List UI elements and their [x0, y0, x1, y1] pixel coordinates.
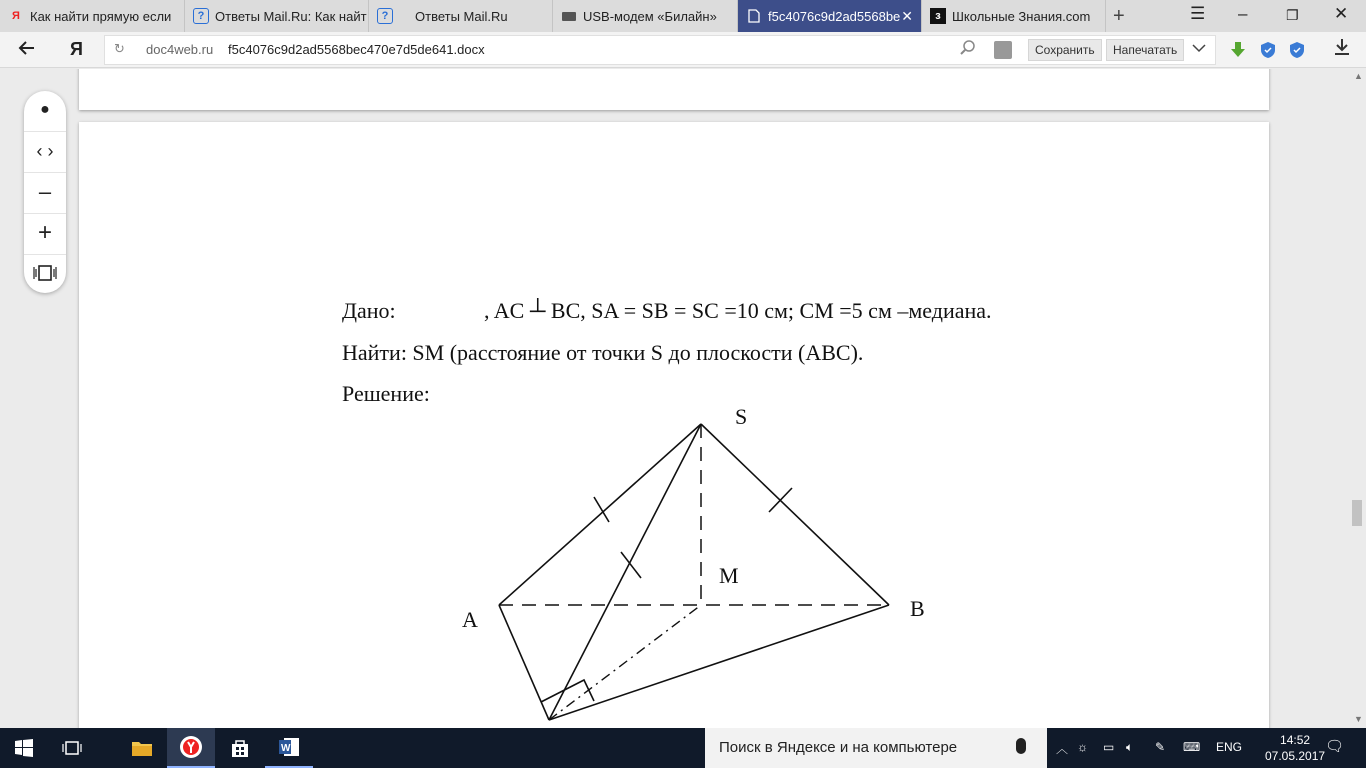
tab-label: Ответы Mail.Ru: Как найт [215, 8, 367, 24]
download-extension-icon[interactable] [1230, 41, 1246, 59]
page-nav-arrows-icon[interactable]: ‹ › [36, 141, 54, 161]
solution-heading: Решение: [342, 381, 430, 406]
start-button[interactable] [0, 728, 48, 768]
tab-yandex[interactable] [0, 0, 185, 32]
given-conditions: , AC ┴ BC, SA = SB = SC =10 см; CM =5 см –медиана. [484, 298, 992, 323]
pen-icon[interactable]: ✎ [1155, 740, 1166, 754]
store-icon[interactable] [216, 728, 264, 768]
tab-label: Ответы Mail.Ru [415, 8, 508, 24]
tab-label: Школьные Знания.com [952, 8, 1091, 24]
clock-time: 14:52 [1280, 733, 1311, 747]
keyboard-icon[interactable]: ⌨ [1183, 740, 1201, 754]
reload-icon[interactable]: ↻ [114, 41, 125, 56]
document-page [79, 122, 1269, 728]
chevron-down-icon[interactable] [1192, 40, 1206, 56]
protect-icon[interactable] [994, 41, 1012, 59]
point-label-M: M [719, 563, 739, 588]
url-path[interactable]: f5c4076c9d2ad5568bec470e7d5de641.docx [228, 42, 485, 57]
pyramid-figure [79, 122, 1269, 728]
yandex-icon: Я [12, 10, 20, 22]
taskbar-search-input[interactable]: Поиск в Яндексе и на компьютере [705, 728, 1047, 768]
print-button[interactable]: Напечатать [1106, 39, 1184, 61]
volume-icon[interactable]: 🔈︎ [1126, 740, 1134, 754]
question-icon: ? [193, 8, 209, 24]
scroll-up-icon[interactable]: ▲ [1354, 71, 1363, 81]
tab-label: USB-модем «Билайн» [583, 8, 717, 24]
restore-icon[interactable]: ❐ [1286, 7, 1299, 23]
clock[interactable] [1265, 732, 1325, 764]
windows-taskbar [0, 728, 1366, 768]
save-button[interactable]: Сохранить [1028, 39, 1102, 61]
close-window-icon[interactable]: ✕ [1334, 4, 1349, 23]
word-icon[interactable] [265, 728, 313, 768]
address-bar [0, 32, 1366, 68]
back-arrow-icon[interactable] [18, 39, 36, 62]
tab-mail-answers-2[interactable] [369, 0, 553, 32]
tab-strip [0, 0, 1366, 32]
tray-app-icon[interactable]: ☼ [1077, 740, 1088, 754]
scroll-down-icon[interactable]: ▼ [1354, 714, 1363, 724]
file-explorer-icon[interactable] [118, 728, 166, 768]
znanija-icon: з [930, 8, 946, 24]
tray-chevron-up-icon[interactable]: ︿ [1056, 742, 1069, 756]
vertex-label-A: A [462, 607, 478, 632]
downloads-icon[interactable] [1334, 38, 1350, 61]
tab-docx-active[interactable] [738, 0, 922, 32]
yandex-logo[interactable]: Я [70, 39, 83, 59]
network-icon[interactable]: ▭ [1103, 740, 1115, 754]
microphone-icon[interactable] [1016, 738, 1026, 754]
svg-text:W: W [281, 743, 291, 754]
tab-label: f5c4076c9d2ad5568be [768, 8, 901, 24]
notifications-icon[interactable]: 🗨︎ [1325, 738, 1345, 755]
vertex-label-B: B [910, 596, 925, 621]
menu-icon[interactable]: ☰ [1190, 4, 1206, 23]
tab-usb-modem[interactable] [553, 0, 738, 32]
document-page-previous [79, 69, 1269, 110]
modem-icon [561, 8, 577, 24]
minimize-icon[interactable]: – [1238, 4, 1248, 23]
edge-AC [499, 605, 549, 720]
viewer-toolbar [24, 91, 66, 293]
document-viewer [0, 69, 1366, 728]
median-CM [549, 605, 701, 720]
zoom-out-icon[interactable]: – [38, 179, 52, 204]
zoom-in-icon[interactable]: + [37, 219, 52, 246]
tab-close-icon[interactable]: ✕ [901, 8, 913, 24]
tab-mail-answers-1[interactable] [185, 0, 369, 32]
clock-date: 07.05.2017 [1265, 749, 1326, 763]
yandex-browser-taskbar-icon[interactable] [167, 728, 215, 768]
find-statement: Найти: SM (расстояние от точки S до плоскости (ABC). [342, 340, 864, 365]
vertex-label-S: S [735, 404, 748, 429]
given-label: Дано: [342, 298, 396, 323]
new-tab-icon[interactable]: + [1113, 5, 1125, 27]
tab-znanija[interactable] [922, 0, 1106, 32]
fit-page-icon[interactable] [24, 264, 66, 287]
shield-icon[interactable] [1260, 41, 1276, 59]
language-indicator[interactable]: ENG [1216, 740, 1243, 754]
edge-SA [499, 424, 701, 605]
url-domain[interactable]: doc4web.ru [146, 42, 214, 57]
pointer-dot-icon[interactable]: ● [40, 101, 50, 118]
task-view-icon[interactable] [48, 728, 96, 768]
tab-label: Как найти прямую если [30, 8, 172, 24]
question-icon: ? [377, 8, 393, 24]
vertical-scrollbar[interactable] [1350, 69, 1366, 728]
shield-check-icon[interactable] [1289, 41, 1305, 59]
scrollbar-thumb[interactable] [1352, 500, 1362, 526]
zoom-icon[interactable] [960, 40, 976, 60]
document-icon [746, 8, 762, 24]
